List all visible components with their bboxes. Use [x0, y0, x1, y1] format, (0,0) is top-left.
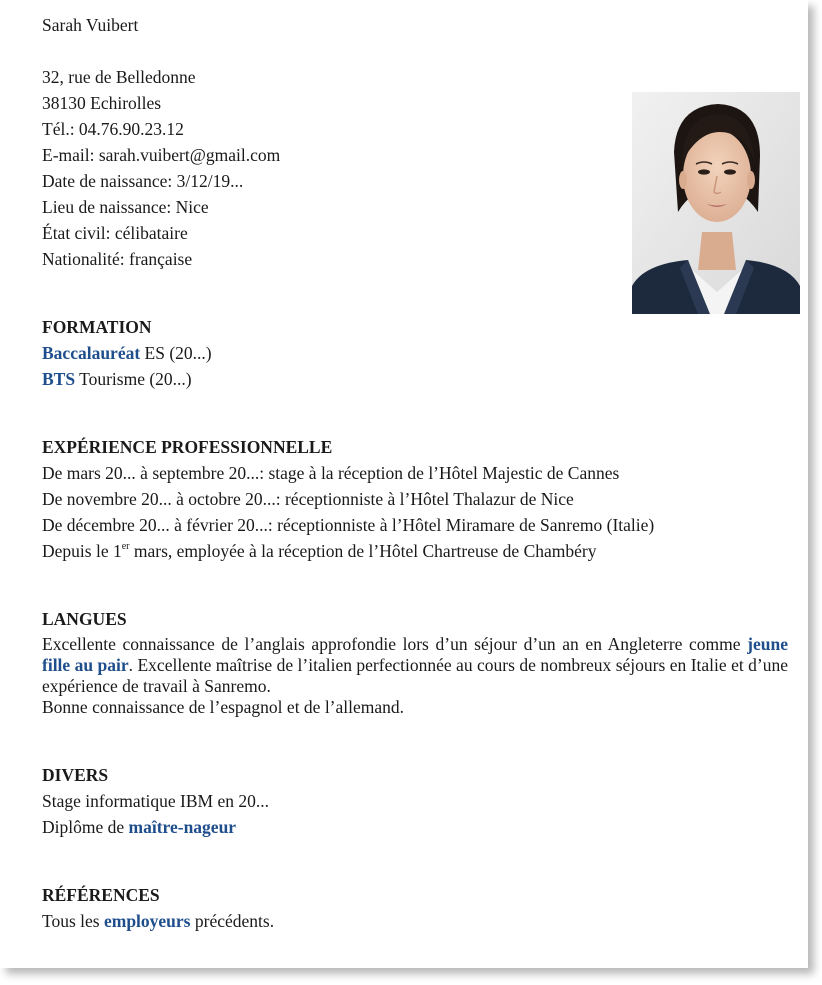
- langues-highlight: jeune fille au pair: [42, 634, 788, 675]
- formation-detail: Tourisme (20...): [75, 369, 192, 389]
- person-name: Sarah Vuibert: [42, 15, 139, 35]
- civil-status: État civil: célibataire: [42, 223, 188, 243]
- experience-item: De décembre 20... à février 20...: réceptionniste à l’Hôtel Miramare de Sanremo (Italie): [42, 515, 655, 535]
- divers-line: [42, 814, 269, 840]
- divers-text: Diplôme de: [42, 817, 129, 837]
- experience-item: [42, 538, 654, 564]
- references-text: précédents.: [190, 911, 275, 931]
- ordinal-suffix: er: [121, 541, 130, 553]
- formation-section: [42, 314, 212, 392]
- address-line-1: 32, rue de Belledonne: [42, 67, 196, 87]
- divers-highlight: maître-nageur: [128, 817, 237, 837]
- references-heading: RÉFÉRENCES: [42, 885, 160, 905]
- experience-item: De novembre 20... à octobre 20...: réceptionniste à l’Hôtel Thalazur de Nice: [42, 489, 574, 509]
- personal-details: [42, 64, 280, 272]
- references-highlight: employeurs: [103, 911, 191, 931]
- formation-degree: Baccalauréat: [42, 343, 141, 363]
- formation-heading: FORMATION: [42, 317, 152, 337]
- experience-text: mars, employée à la réception de l’Hôtel Chartreuse de Chambéry: [129, 541, 597, 561]
- references-line: [42, 908, 274, 934]
- langues-paragraph-2: Bonne connaissance de l’espagnol et de l’allemand.: [42, 697, 405, 717]
- formation-detail: ES (20...): [140, 343, 212, 363]
- experience-text: Depuis le 1: [42, 541, 122, 561]
- references-text: Tous les: [42, 911, 104, 931]
- formation-degree: BTS: [42, 369, 76, 389]
- profile-photo: [632, 92, 800, 314]
- experience-item: De mars 20... à septembre 20...: stage à la réception de l’Hôtel Majestic de Cannes: [42, 463, 620, 483]
- experience-section: [42, 434, 654, 564]
- formation-item: [42, 366, 212, 392]
- phone: Tél.: 04.76.90.23.12: [42, 119, 184, 139]
- langues-section: [42, 606, 788, 718]
- langues-heading: LANGUES: [42, 609, 127, 629]
- divers-section: [42, 762, 269, 840]
- email: E-mail: sarah.vuibert@gmail.com: [42, 145, 281, 165]
- address-line-2: 38130 Echirolles: [42, 93, 162, 113]
- divers-heading: DIVERS: [42, 765, 109, 785]
- references-section: [42, 882, 274, 934]
- birth-place: Lieu de naissance: Nice: [42, 197, 209, 217]
- langues-text: Excellente connaissance de l’anglais approfondie lors d’un séjour d’un an en Angleterre comme: [42, 634, 748, 654]
- langues-paragraph: [42, 634, 788, 697]
- experience-heading: EXPÉRIENCE PROFESSIONNELLE: [42, 437, 333, 457]
- formation-item: [42, 340, 212, 366]
- personal-name-block: [42, 12, 138, 38]
- divers-line: Stage informatique IBM en 20...: [42, 791, 269, 811]
- nationality: Nationalité: française: [42, 249, 193, 269]
- birth-date: Date de naissance: 3/12/19...: [42, 171, 244, 191]
- langues-text: . Excellente maîtrise de l’italien perfectionnée au cours de nombreux séjours en Italie et d’une expérience de travail à Sanremo.: [42, 655, 788, 696]
